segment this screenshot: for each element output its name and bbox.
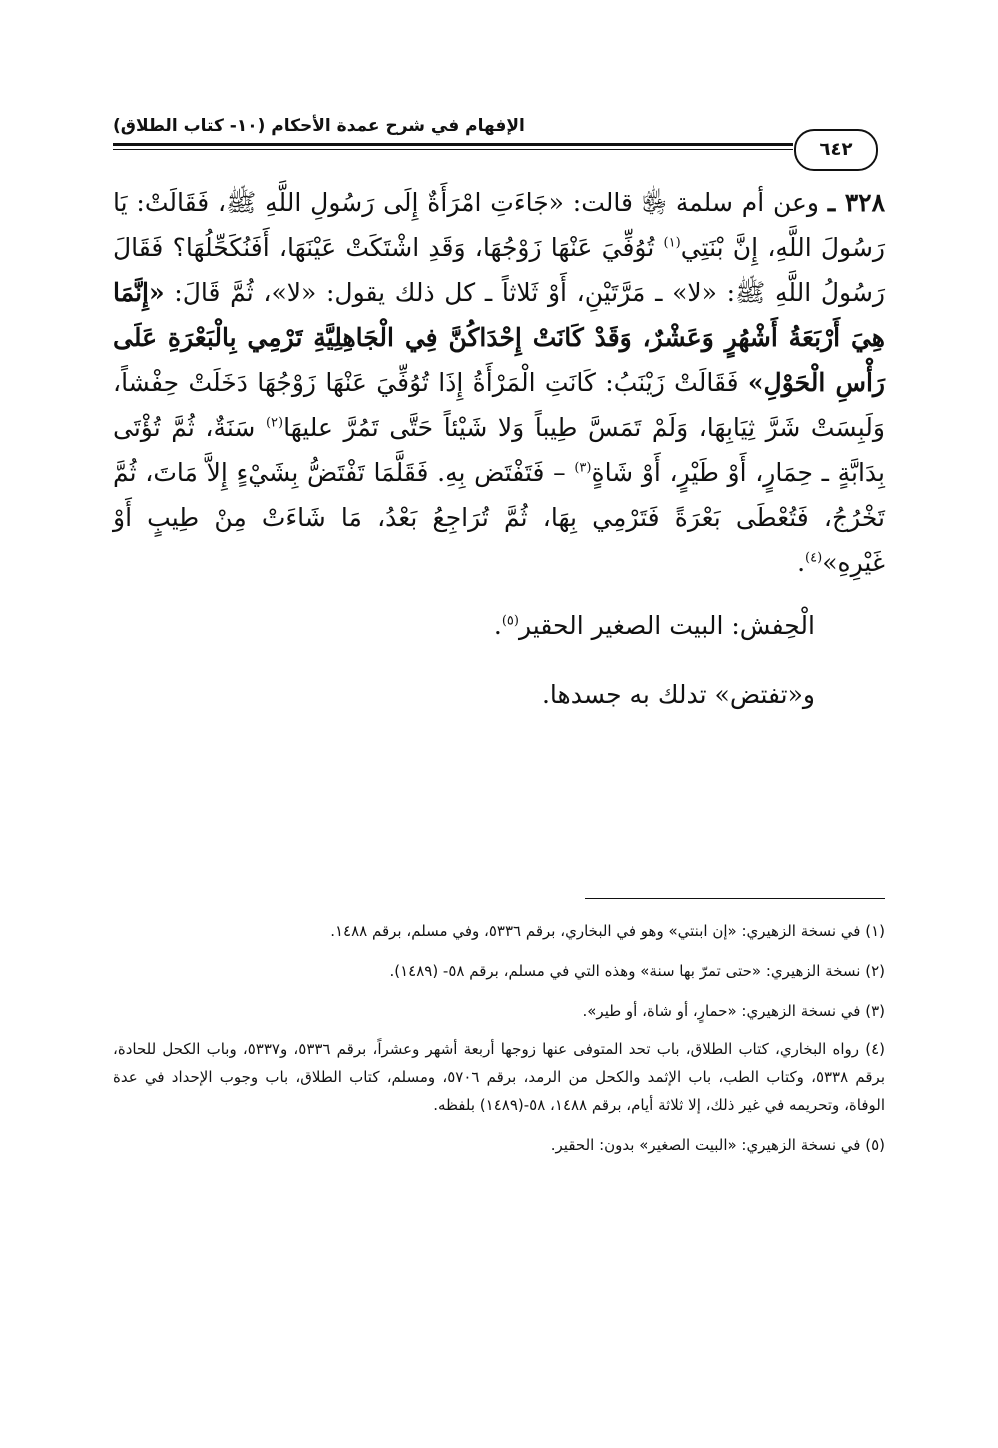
footnote-5: (٥) في نسخة الزهيري: «البيت الصغير» بدون: الحقير.	[550, 1136, 885, 1154]
hadith-text-5: – فَتَفْتَض بِهِ. فَقَلَّمَا تَفْتَضُّ بِشَيْءٍ إِلاَّ مَاتَ، ثُمَّ تَخْرُجُ، فَتُعْطَى بَعْرَةً فَتَرْمِي بِهَا، ثُمَّ تُرَاجِعُ بَعْدُ، مَا شَاءَتْ مِنْ طِيبٍ أَوْ غَيْرِهِ»	[113, 458, 885, 577]
footnote-ref-2: (٢)	[265, 415, 284, 431]
page-number: ٦٤٢	[794, 129, 878, 171]
footnote-4: (٤) رواه البخاري، كتاب الطلاق، باب تحد المتوفى عنها زوجها أربعة أشهر وعشراً، برقم ٥٣٣٦، و٥٣٣٧، وباب الكحل للحادة، برقم ٥٣٣٨، وكتاب الطب، باب الإثمد والكحل من الرمد، برقم ٥٧٠٦، ومسلم، كتاب الطلاق، باب وجوب الإحداد في عدة الوفاة، وتحريمه في غير ذلك، إلا ثلاثة أيام، برقم ١٤٨٨، ٥٨-(١٤٨٩) بلفظه.	[113, 1040, 885, 1114]
hadith-text-3: فَقَالَتْ زَيْنَبُ: كَانَتِ الْمَرْأَةُ إِذَا تُوُفِّيَ عَنْهَا زَوْجُهَا دَخَلَتْ حِفْشاً، وَلَبِسَتْ شَرَّ ثِيَابِهَا، وَلَمْ تَمَسَّ طِيباً وَلا شَيْئاً حَتَّى تَمُرَّ عليهَا	[113, 368, 885, 442]
footnote-3: (٣) في نسخة الزهيري: «حمارٍ، أو شاة، أو طير».	[582, 1002, 885, 1020]
definition-hifsh-end: .	[493, 611, 502, 640]
footnote-separator	[585, 898, 885, 899]
hadith-bold-phrase: «إِنَّمَا هِيَ أَرْبَعَةُ أَشْهُرٍ وَعَشْرٌ، وَقَدْ كَانَتْ إِحْدَاكُنَّ فِي الْجَاهِلِيَّةِ تَرْمِي بِالْبَعْرَةِ عَلَى رَأْسِ الْحَوْلِ»	[113, 278, 885, 397]
hadith-number: ٣٢٨ ـ	[827, 188, 886, 217]
hadith-text-4: سَنَةٌ، ثُمَّ تُؤْتَى بِدَابَّةٍ ـ حِمَارٍ، أَوْ طَيْرٍ، أَوْ شَاةٍ	[113, 413, 885, 487]
main-text	[113, 180, 885, 717]
footnote-2: (٢) نسخة الزهيري: «حتى تمرّ بها سنة» وهذه التي في مسلم، برقم ٥٨- (١٤٨٩).	[389, 962, 885, 980]
footnote-1: (١) في نسخة الزهيري: «إن ابنتي» وهو في البخاري، برقم ٥٣٣٦، وفي مسلم، برقم ١٤٨٨.	[330, 922, 885, 940]
definition-taftadh: و«تفتض» تدلك به جسدها.	[541, 680, 815, 709]
running-header	[113, 112, 878, 160]
footnote-ref-1: (١)	[663, 235, 681, 251]
header-rule	[113, 143, 793, 146]
hadith-text-end: .	[797, 548, 806, 577]
footnotes	[113, 915, 885, 1169]
footnote-ref-5: (٥)	[501, 613, 519, 629]
hadith-text-2: تُوُفِّيَ عَنْهَا زَوْجُهَا، وَقَدِ اشْتَكَتْ عَيْنَهَا، أَفَنُكَحِّلُهَا؟ فَقَالَ رَسُولُ اللَّهِ ﷺ: «لا» ـ مَرَّتَيْنِ، أَوْ ثَلاثاً ـ كل ذلك يقول: «لا»، ثُمَّ قَالَ:	[113, 233, 885, 307]
definition-hifsh-text: الْحِفش: البيت الصغير الحقير	[518, 611, 815, 640]
book-title: الإفهام في شرح عمدة الأحكام (١٠- كتاب الطلاق)	[113, 116, 525, 136]
footnote-ref-3: (٣)	[574, 460, 592, 476]
definition-hifsh	[113, 603, 885, 648]
hadith-text-1: وعن أم سلمة ﵂ قالت: «جَاءَتِ امْرَأَةٌ إِلَى رَسُولِ اللَّهِ ﷺ، فَقَالَتْ: يَا رَسُولَ اللَّهِ، إِنَّ بْنَتِي	[113, 188, 885, 262]
footnote-ref-4: (٤)	[805, 550, 823, 566]
header-rule-thin	[113, 149, 793, 150]
hadith-paragraph	[113, 180, 885, 585]
